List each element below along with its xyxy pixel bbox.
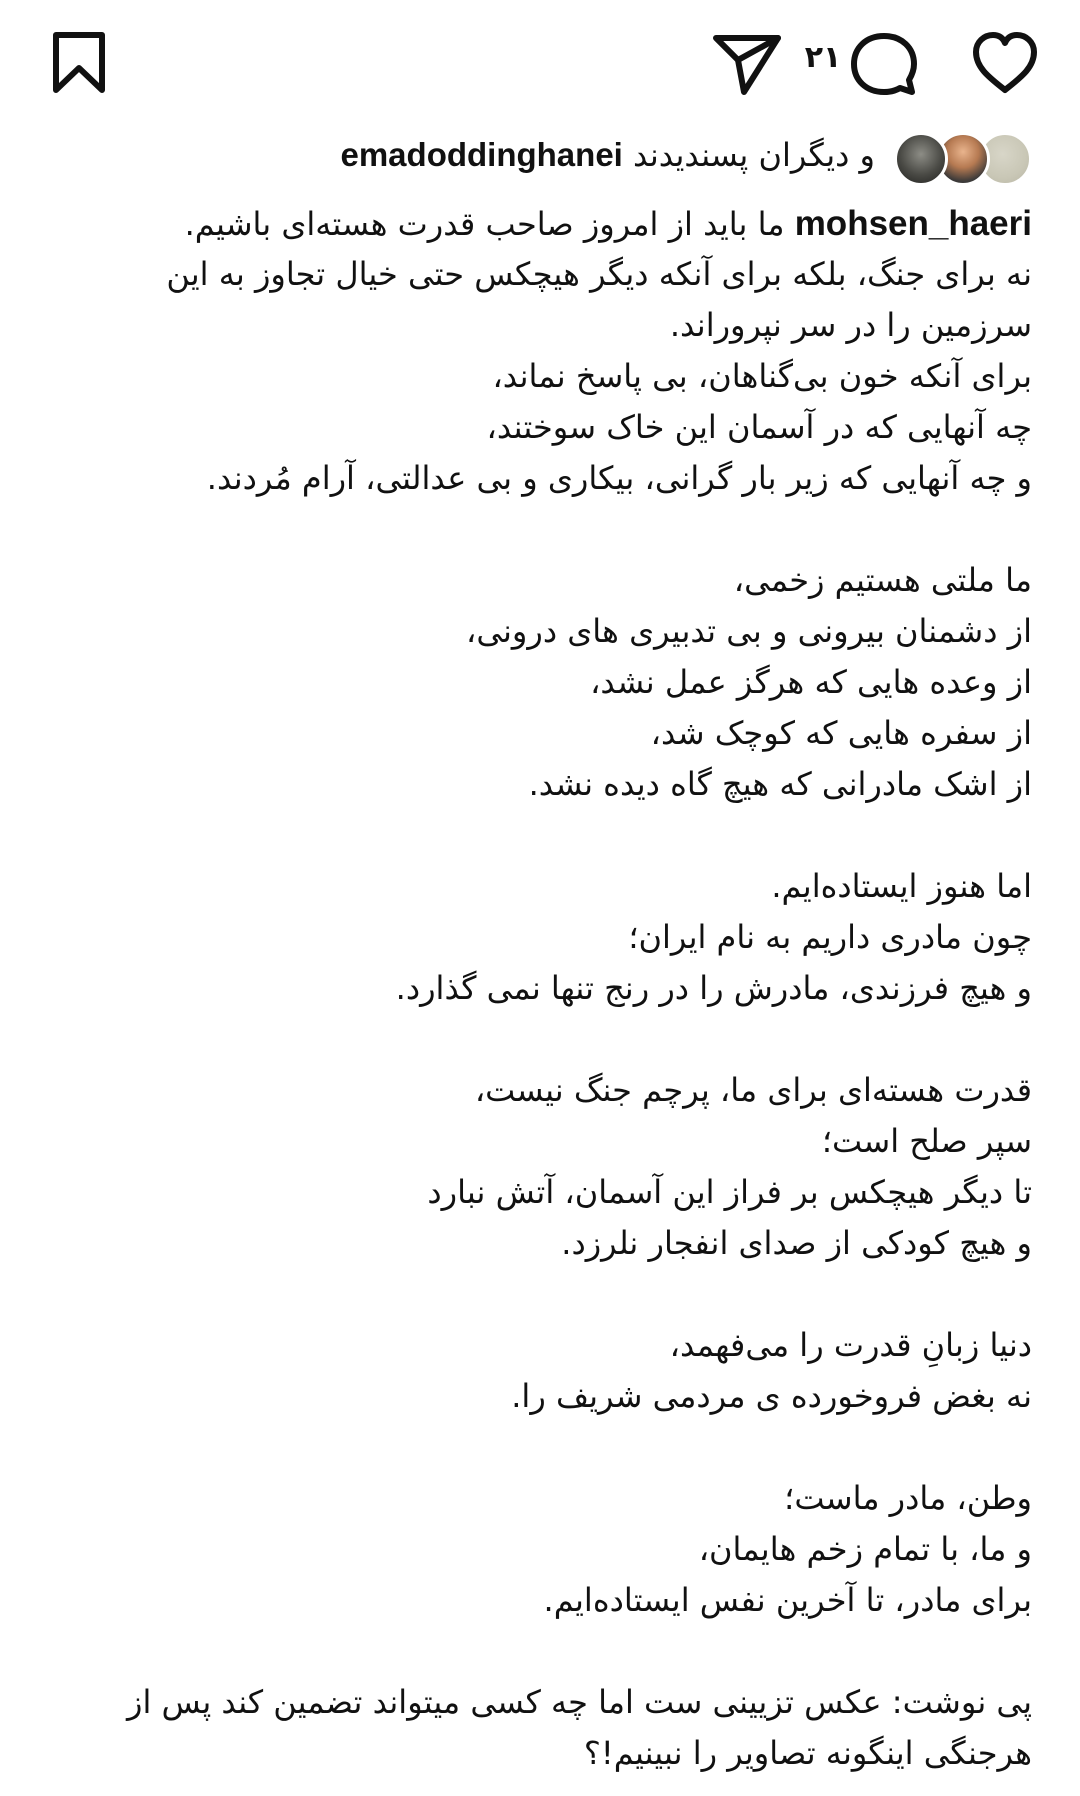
avatar[interactable]: [894, 132, 948, 186]
caption-line: از وعده هایی که هرگز عمل نشد،: [590, 663, 1032, 701]
caption-first-line: [42, 198, 1032, 249]
caption-blank-line: [42, 1422, 1032, 1473]
paper-plane-icon[interactable]: [710, 30, 784, 96]
caption-blank-line: [42, 810, 1032, 861]
caption-line: برای آنکه خون بی‌گناهان، بی پاسخ نماند،: [492, 357, 1032, 395]
caption-line: نه بغض فروخورده ی مردمی شریف را.: [511, 1377, 1032, 1415]
caption-line: چه آنهایی که در آسمان این خاک سوختند،: [486, 408, 1032, 446]
caption-line: ما ملتی هستیم زخمی،: [733, 561, 1032, 599]
caption-blank-line: [42, 1269, 1032, 1320]
likes-suffix: و دیگران پسندیدند: [633, 136, 875, 174]
caption-blank-line: [42, 1014, 1032, 1065]
caption-line: هرجنگی اینگونه تصاویر را نبینیم!؟: [583, 1734, 1032, 1772]
caption-line: و هیچ فرزندی، مادرش را در رنج تنها نمی گذارد.: [395, 969, 1032, 1007]
liker-username[interactable]: emadoddinghanei: [340, 136, 623, 173]
caption-line: از سفره هایی که کوچک شد،: [650, 714, 1032, 752]
bookmark-icon[interactable]: [50, 30, 108, 96]
caption-blank-line: [42, 504, 1032, 555]
caption-line: برای مادر، تا آخرین نفس ایستاده‌ایم.: [543, 1581, 1032, 1619]
caption-line: دنیا زبانِ قدرت را می‌فهمد،: [669, 1326, 1032, 1364]
caption-line: وطن، مادر ماست؛: [784, 1479, 1032, 1517]
caption-line: نه برای جنگ، بلکه برای آنکه دیگر هیچکس حتی خیال تجاوز به این: [166, 255, 1032, 293]
comment-count: ۲۱: [804, 40, 842, 75]
post-action-bar: [0, 0, 1080, 130]
caption-blank-line: [42, 1626, 1032, 1677]
caption-line: و چه آنهایی که زیر بار گرانی، بیکاری و بی عدالتی، آرام مُردند.: [206, 459, 1032, 497]
caption-line: از اشک مادرانی که هیچ گاه دیده نشد.: [528, 765, 1032, 803]
caption-line: سرزمین را در سر نپروراند.: [669, 306, 1032, 344]
caption-line: پی نوشت: عکس تزیینی ست اما چه کسی میتواند تضمین کند پس از: [127, 1683, 1032, 1721]
caption-line: قدرت هسته‌ای برای ما، پرچم جنگ نیست،: [474, 1071, 1032, 1109]
caption-line: و هیچ کودکی از صدای انفجار نلرزد.: [561, 1224, 1032, 1262]
caption-line: سپر صلح است؛: [821, 1122, 1032, 1160]
likes-summary[interactable]: [340, 136, 875, 174]
comment-bubble-icon[interactable]: [848, 30, 920, 98]
caption-line: اما هنوز ایستاده‌ایم.: [771, 867, 1032, 905]
heart-icon[interactable]: [970, 30, 1040, 96]
caption-line: و ما، با تمام زخم هایمان،: [698, 1530, 1032, 1568]
caption-line: تا دیگر هیچکس بر فراز این آسمان، آتش نبارد: [427, 1173, 1032, 1211]
post-caption: [42, 198, 1032, 1779]
caption-username[interactable]: mohsen_haeri: [794, 204, 1032, 243]
caption-line: از دشمنان بیرونی و بی تدبیری های درونی،: [466, 612, 1032, 650]
liker-avatars[interactable]: [892, 132, 1032, 190]
caption-first-line-text: ما باید از امروز صاحب قدرت هسته‌ای باشیم.: [184, 205, 785, 243]
caption-line: چون مادری داریم به نام ایران؛: [628, 918, 1032, 956]
likes-row: [0, 128, 1080, 198]
